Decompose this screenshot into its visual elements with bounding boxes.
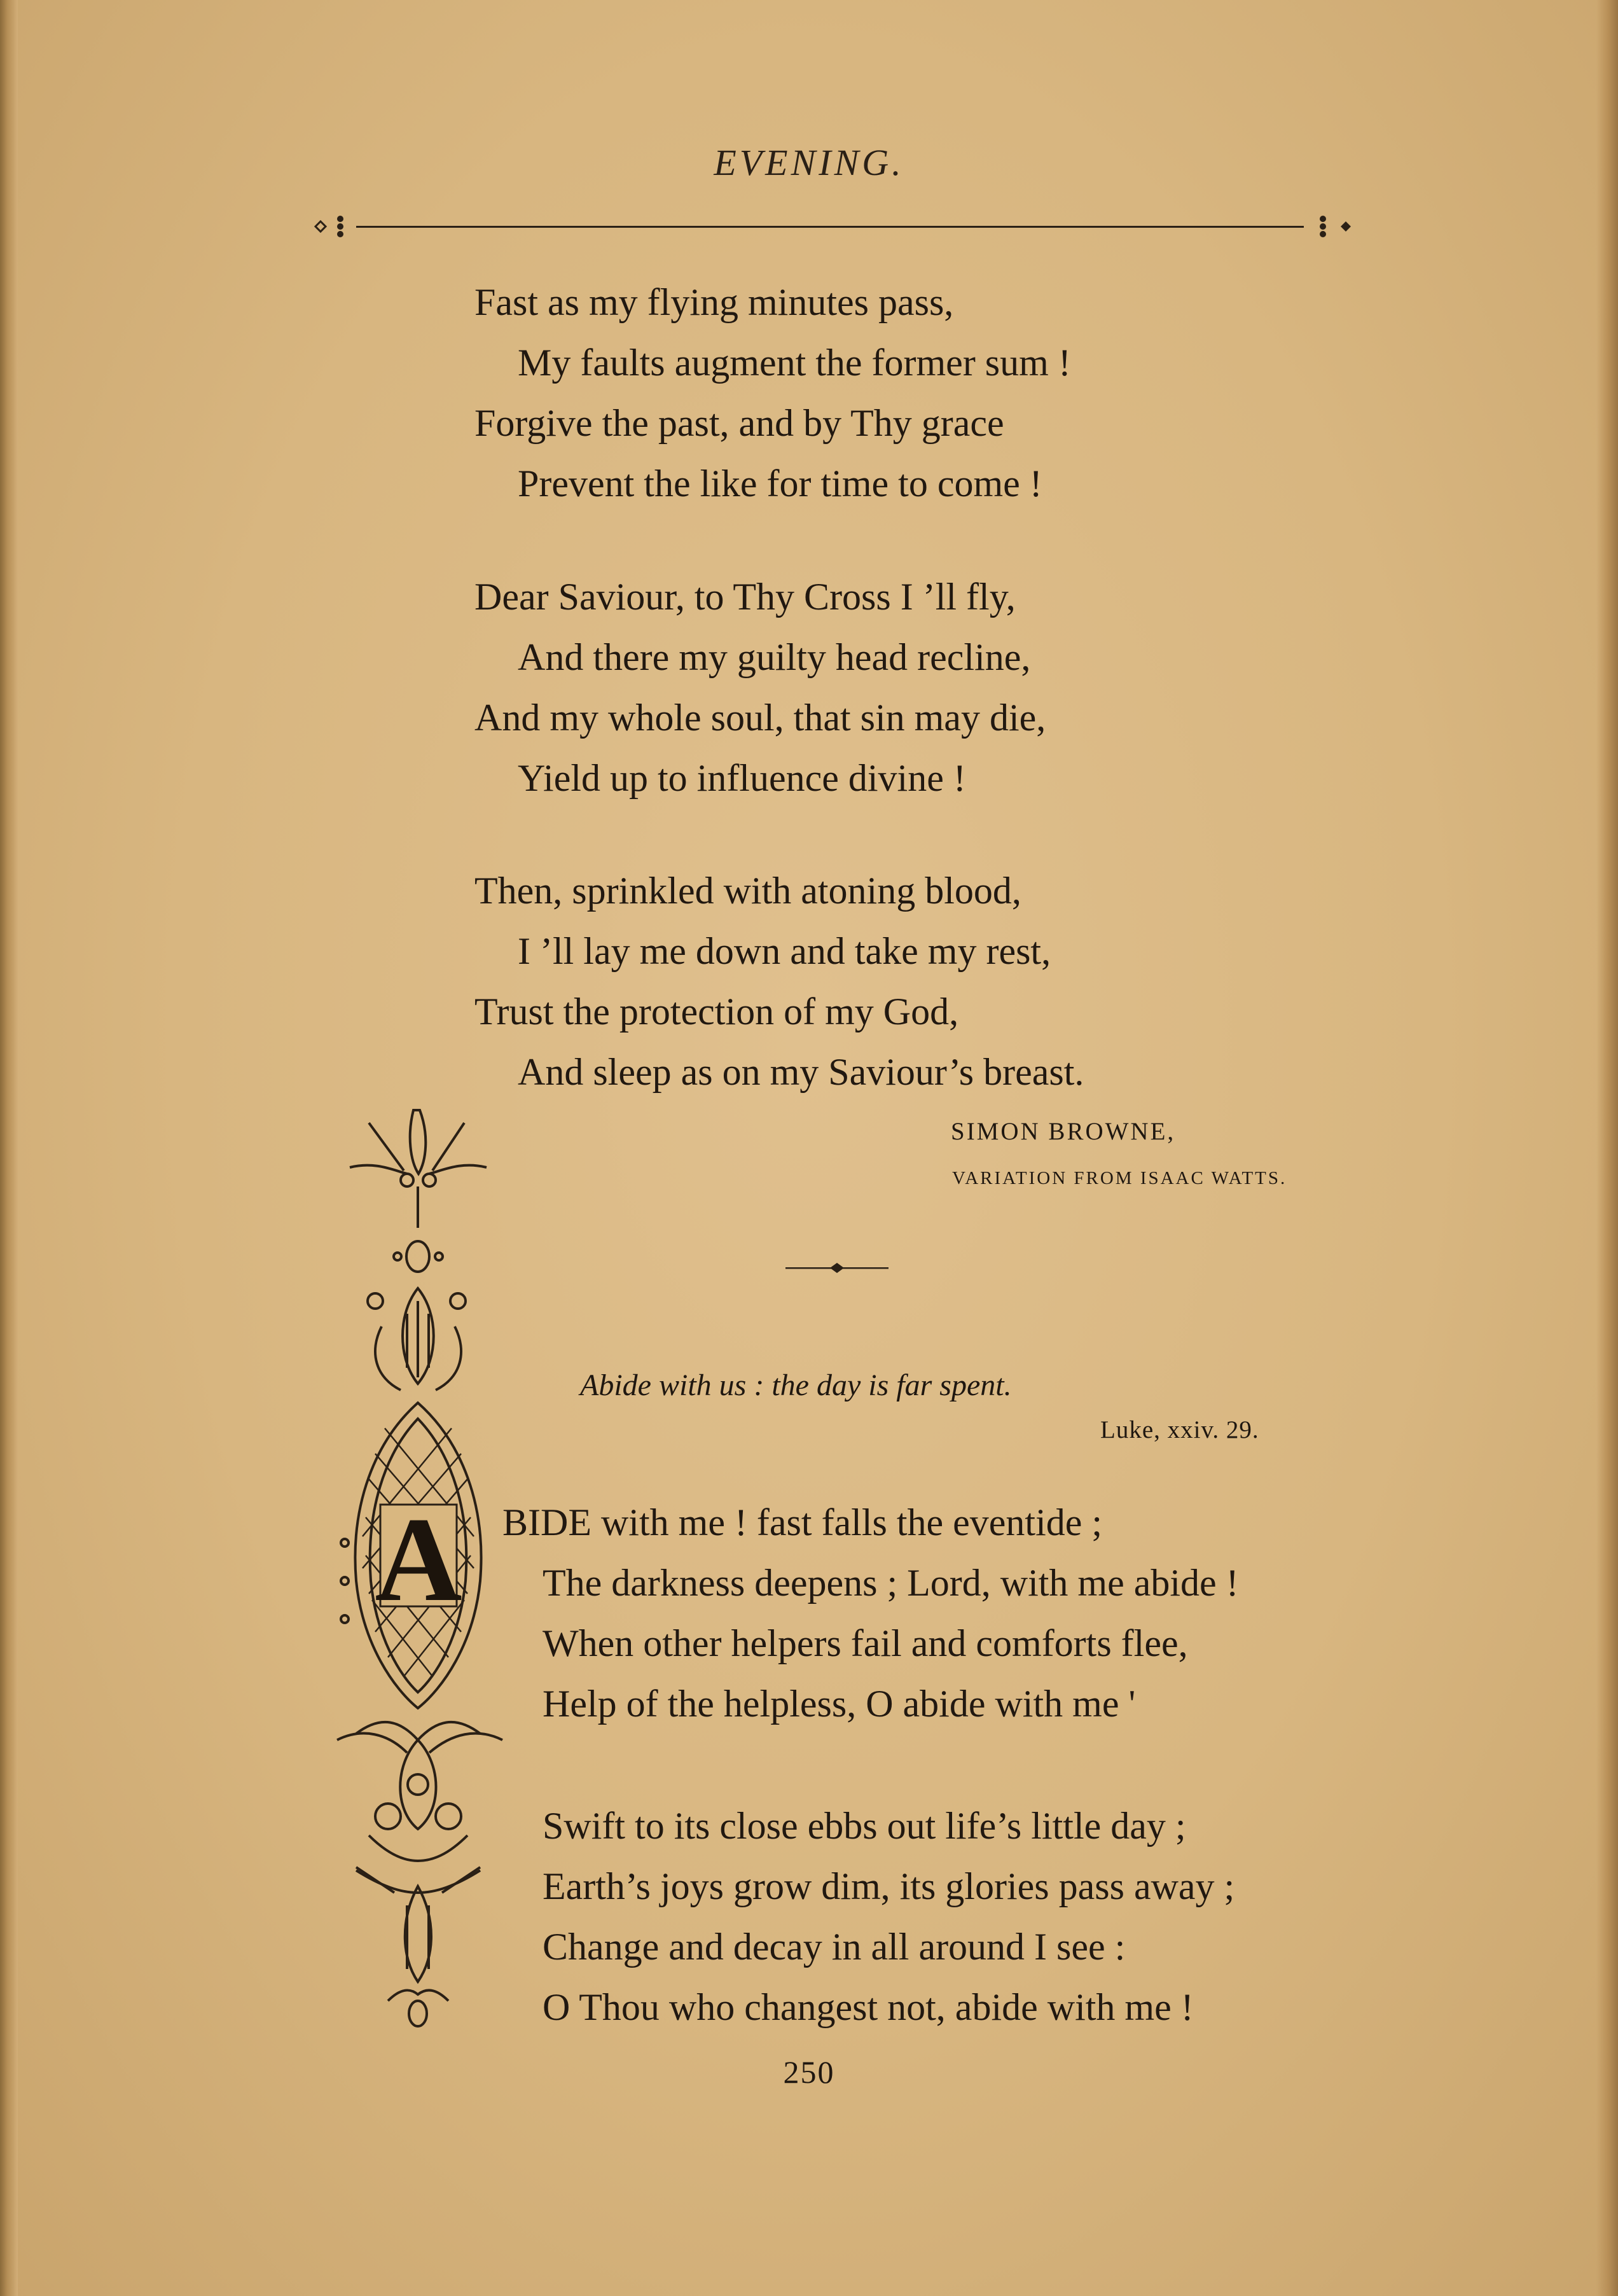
epigraph-reference: Luke, xxiv. 29. bbox=[1100, 1416, 1259, 1444]
poem-line: The darkness deepens ; Lord, with me abide ! bbox=[543, 1562, 1239, 1604]
running-head: EVENING. bbox=[714, 142, 904, 183]
poem-line: Prevent the like for time to come ! bbox=[518, 463, 1042, 504]
poem-line: Change and decay in all around I see : bbox=[543, 1926, 1126, 1968]
poem-line: Trust the protection of my God, bbox=[474, 991, 959, 1033]
drop-cap-letter: A bbox=[375, 1493, 462, 1627]
header-rule-ornament bbox=[312, 214, 1355, 239]
poem-line: When other helpers fail and comforts flee, bbox=[543, 1622, 1188, 1664]
poem-line: I ’ll lay me down and take my rest, bbox=[518, 930, 1051, 972]
poem-line: Forgive the past, and by Thy grace bbox=[474, 402, 1004, 444]
poem-line: And my whole soul, that sin may die, bbox=[474, 697, 1046, 739]
author-attribution: SIMON BROWNE, bbox=[951, 1118, 1176, 1145]
poem-line: O Thou who changest not, abide with me ! bbox=[543, 1986, 1194, 2028]
poem-line: And there my guilty head recline, bbox=[518, 636, 1031, 678]
poem-line: Then, sprinkled with atoning blood, bbox=[474, 870, 1021, 912]
section-divider-ornament bbox=[785, 1258, 889, 1277]
poem-line: My faults augment the former sum ! bbox=[518, 342, 1071, 384]
epigraph: Abide with us : the day is far spent. bbox=[580, 1368, 1012, 1402]
drop-cap-ornament bbox=[331, 1097, 522, 2033]
poem-line: Earth’s joys grow dim, its glories pass away ; bbox=[543, 1865, 1235, 1907]
page-edge bbox=[1596, 0, 1618, 2296]
poem-line: Fast as my flying minutes pass, bbox=[474, 281, 954, 323]
poem-line: Yield up to influence divine ! bbox=[518, 757, 966, 799]
poem-line: BIDE with me ! fast falls the eventide ; bbox=[502, 1501, 1103, 1543]
poem-line: Dear Saviour, to Thy Cross I ’ll fly, bbox=[474, 576, 1016, 618]
poem-line: And sleep as on my Saviour’s breast. bbox=[518, 1051, 1084, 1093]
page-number: 250 bbox=[783, 2054, 835, 2090]
author-variation-note: VARIATION FROM ISAAC WATTS. bbox=[952, 1168, 1287, 1188]
book-spine-shadow bbox=[0, 0, 18, 2296]
poem-line: Help of the helpless, O abide with me ' bbox=[543, 1683, 1136, 1725]
poem-line: Swift to its close ebbs out life’s little day ; bbox=[543, 1805, 1186, 1847]
